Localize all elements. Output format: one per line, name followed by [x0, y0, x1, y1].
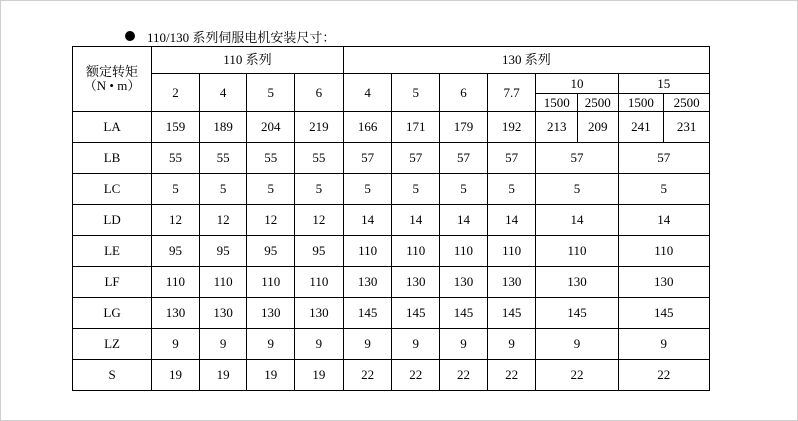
- value-cell-110: 130: [152, 298, 200, 329]
- value-cell-130: 110: [487, 236, 536, 267]
- value-cell-110: 5: [295, 174, 344, 205]
- value-cell-110: 204: [247, 112, 295, 143]
- value-cell-10: 14: [536, 205, 618, 236]
- row-label-cell: LG: [73, 298, 152, 329]
- value-cell-15: 145: [618, 298, 709, 329]
- header-row-groups: [73, 47, 710, 74]
- speed-header-10: 2500: [578, 94, 619, 112]
- value-cell-130: 179: [440, 112, 488, 143]
- value-cell-130: 57: [487, 143, 536, 174]
- value-cell-130: 145: [343, 298, 392, 329]
- value-cell-110: 19: [152, 360, 200, 391]
- value-cell-130: 57: [440, 143, 488, 174]
- value-cell-130: 22: [487, 360, 536, 391]
- value-cell-110: 12: [199, 205, 247, 236]
- heading-text: 110/130 系列伺服电机安装尺寸：: [147, 29, 336, 45]
- value-cell-110: 110: [247, 267, 295, 298]
- group-130-header: 130 系列: [343, 47, 709, 74]
- value-cell-10: 57: [536, 143, 618, 174]
- table-row: [73, 267, 710, 298]
- value-cell-110: 130: [199, 298, 247, 329]
- table-row: [73, 205, 710, 236]
- value-cell-110: 55: [199, 143, 247, 174]
- value-cell-130: 145: [487, 298, 536, 329]
- value-cell-110: 19: [247, 360, 295, 391]
- value-cell-130: 110: [440, 236, 488, 267]
- group-110-header: 110 系列: [152, 47, 344, 74]
- value-cell-110: 5: [247, 174, 295, 205]
- value-cell-15: 57: [618, 143, 709, 174]
- value-cell-110: 219: [295, 112, 344, 143]
- col-header-110: 2: [152, 74, 200, 112]
- value-cell-130: 5: [343, 174, 392, 205]
- value-cell-110: 95: [295, 236, 344, 267]
- value-cell-130: 166: [343, 112, 392, 143]
- value-cell-10: 213: [536, 112, 578, 143]
- col-header-110: 4: [199, 74, 247, 112]
- value-cell-130: 14: [440, 205, 488, 236]
- value-cell-15: 14: [618, 205, 709, 236]
- table-row: [73, 329, 710, 360]
- row-label-cell: LZ: [73, 329, 152, 360]
- row-label-cell: LB: [73, 143, 152, 174]
- value-cell-130: 5: [440, 174, 488, 205]
- corner-header-cell: [73, 47, 152, 112]
- value-cell-15: 241: [618, 112, 664, 143]
- group-10-header: 10: [536, 74, 618, 94]
- col-header-130: 5: [392, 74, 440, 112]
- value-cell-110: 110: [199, 267, 247, 298]
- value-cell-130: 171: [392, 112, 440, 143]
- value-cell-110: 19: [295, 360, 344, 391]
- col-header-130: 6: [440, 74, 488, 112]
- value-cell-10: 22: [536, 360, 618, 391]
- value-cell-110: 130: [295, 298, 344, 329]
- value-cell-110: 9: [295, 329, 344, 360]
- value-cell-130: 57: [343, 143, 392, 174]
- table-row: [73, 143, 710, 174]
- value-cell-110: 19: [199, 360, 247, 391]
- col-header-110: 6: [295, 74, 344, 112]
- value-cell-130: 9: [487, 329, 536, 360]
- value-cell-130: 110: [343, 236, 392, 267]
- row-label-cell: LA: [73, 112, 152, 143]
- value-cell-110: 9: [247, 329, 295, 360]
- dimension-table: [72, 46, 710, 391]
- col-header-130: 4: [343, 74, 392, 112]
- value-cell-110: 95: [199, 236, 247, 267]
- value-cell-130: 130: [343, 267, 392, 298]
- value-cell-110: 95: [152, 236, 200, 267]
- value-cell-130: 110: [392, 236, 440, 267]
- speed-header-10: 1500: [536, 94, 578, 112]
- value-cell-130: 14: [487, 205, 536, 236]
- value-cell-110: 110: [295, 267, 344, 298]
- value-cell-130: 57: [392, 143, 440, 174]
- value-cell-130: 145: [392, 298, 440, 329]
- row-label-cell: LD: [73, 205, 152, 236]
- value-cell-110: 12: [247, 205, 295, 236]
- speed-header-15: 1500: [618, 94, 664, 112]
- row-label-cell: LF: [73, 267, 152, 298]
- value-cell-130: 130: [392, 267, 440, 298]
- value-cell-130: 14: [343, 205, 392, 236]
- value-cell-130: 14: [392, 205, 440, 236]
- value-cell-15: 130: [618, 267, 709, 298]
- value-cell-15: 5: [618, 174, 709, 205]
- value-cell-130: 22: [392, 360, 440, 391]
- value-cell-130: 9: [343, 329, 392, 360]
- value-cell-130: 5: [487, 174, 536, 205]
- table-row: [73, 360, 710, 391]
- value-cell-10: 110: [536, 236, 618, 267]
- value-cell-15: 22: [618, 360, 709, 391]
- row-label-cell: S: [73, 360, 152, 391]
- value-cell-130: 9: [440, 329, 488, 360]
- value-cell-130: 22: [440, 360, 488, 391]
- table-row: [73, 112, 710, 143]
- row-label-cell: LC: [73, 174, 152, 205]
- table-row: [73, 174, 710, 205]
- col-header-110: 5: [247, 74, 295, 112]
- value-cell-130: 9: [392, 329, 440, 360]
- value-cell-110: 55: [295, 143, 344, 174]
- value-cell-130: 192: [487, 112, 536, 143]
- value-cell-110: 55: [247, 143, 295, 174]
- value-cell-110: 12: [152, 205, 200, 236]
- value-cell-15: 231: [664, 112, 710, 143]
- value-cell-110: 5: [152, 174, 200, 205]
- value-cell-110: 12: [295, 205, 344, 236]
- value-cell-110: 159: [152, 112, 200, 143]
- table-row: [73, 236, 710, 267]
- value-cell-110: 5: [199, 174, 247, 205]
- speed-header-15: 2500: [664, 94, 710, 112]
- value-cell-130: 22: [343, 360, 392, 391]
- value-cell-10: 145: [536, 298, 618, 329]
- header-row-torque: [73, 74, 710, 94]
- value-cell-110: 110: [152, 267, 200, 298]
- value-cell-130: 5: [392, 174, 440, 205]
- value-cell-10: 9: [536, 329, 618, 360]
- col-header-130: 7.7: [487, 74, 536, 112]
- value-cell-10: 130: [536, 267, 618, 298]
- value-cell-10: 5: [536, 174, 618, 205]
- value-cell-110: 55: [152, 143, 200, 174]
- section-heading: [125, 27, 335, 45]
- group-15-header: 15: [618, 74, 709, 94]
- table-row: [73, 298, 710, 329]
- corner-label-line2: （N • m）: [83, 78, 141, 93]
- value-cell-10: 209: [578, 112, 619, 143]
- row-label-cell: LE: [73, 236, 152, 267]
- value-cell-110: 189: [199, 112, 247, 143]
- value-cell-110: 95: [247, 236, 295, 267]
- value-cell-130: 130: [440, 267, 488, 298]
- value-cell-15: 9: [618, 329, 709, 360]
- value-cell-130: 130: [487, 267, 536, 298]
- value-cell-110: 130: [247, 298, 295, 329]
- value-cell-130: 145: [440, 298, 488, 329]
- bullet-icon: [125, 31, 135, 41]
- value-cell-110: 9: [199, 329, 247, 360]
- value-cell-15: 110: [618, 236, 709, 267]
- corner-label-line1: 额定转矩: [86, 64, 139, 79]
- value-cell-110: 9: [152, 329, 200, 360]
